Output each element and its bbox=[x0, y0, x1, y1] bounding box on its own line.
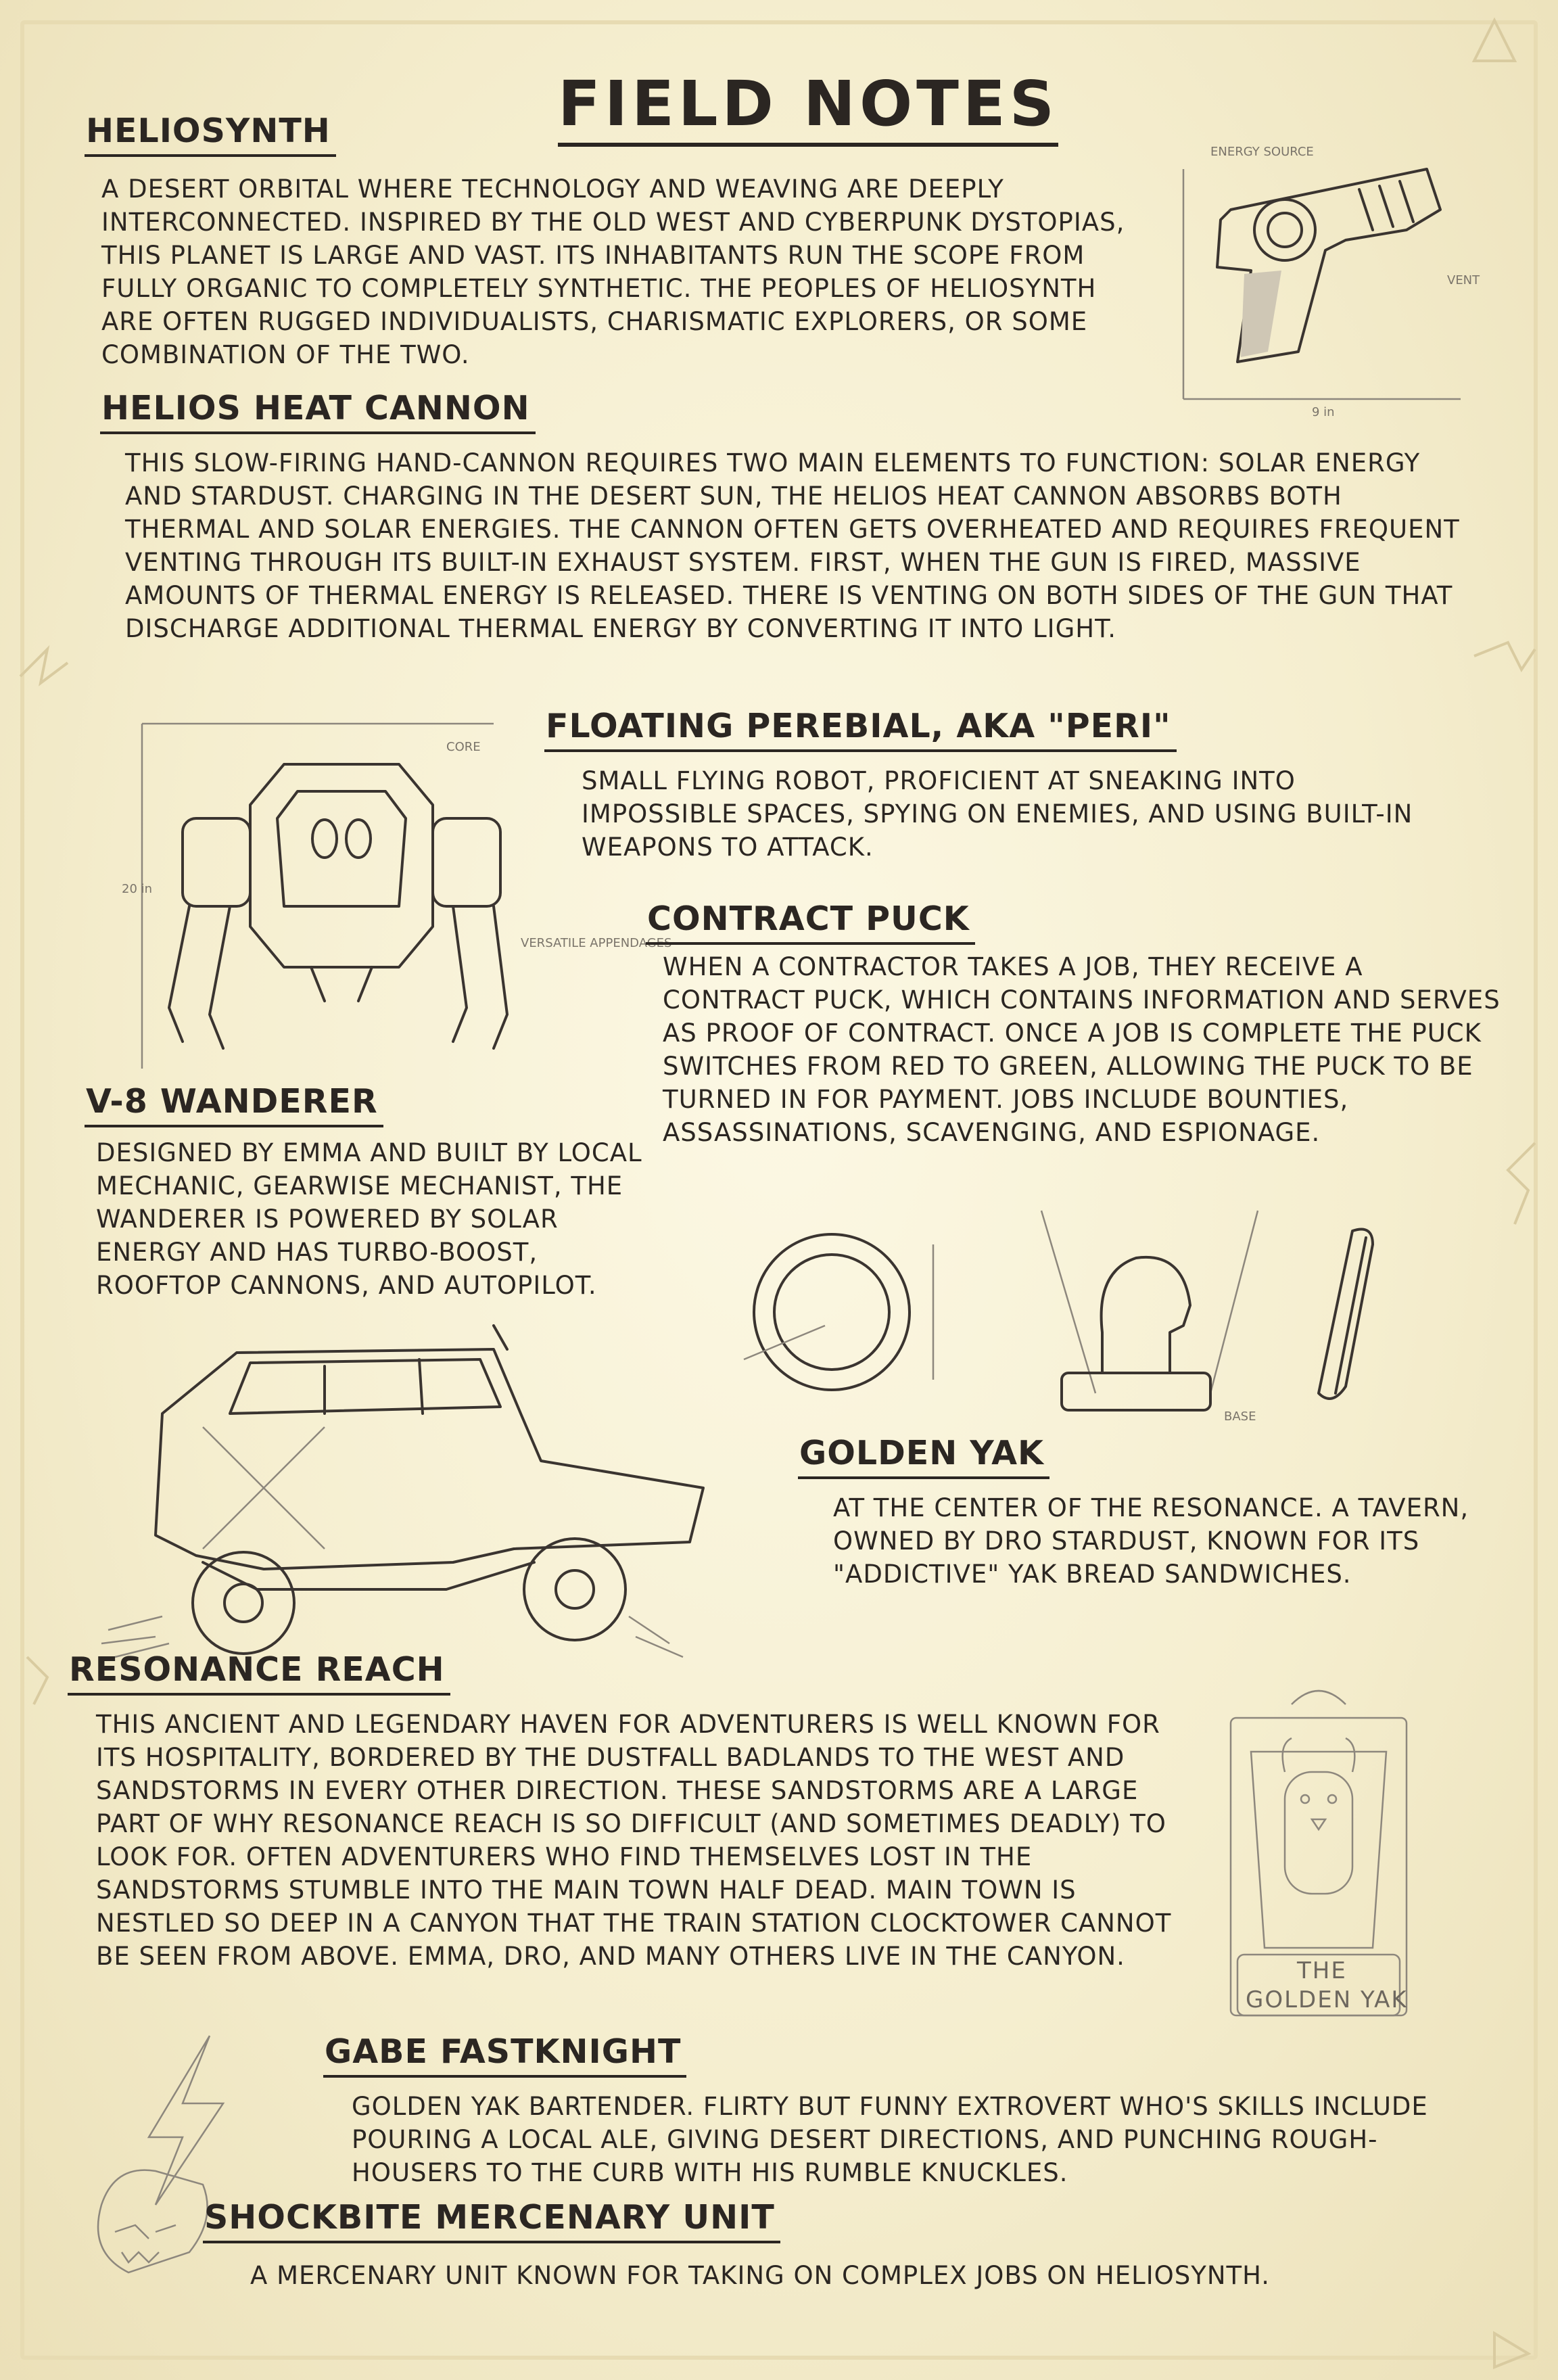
cannon-size-label: 9 in bbox=[1312, 405, 1335, 419]
peri-body: SMALL FLYING ROBOT, PROFICIENT AT SNEAKING INTO IMPOSSIBLE SPACES, SPYING ON ENEMIES, AND USING BUILT-IN WEAPONS TO ATTACK. bbox=[582, 766, 1413, 862]
wanderer-vehicle-sketch bbox=[101, 1319, 724, 1664]
shockbite-body: A MERCENARY UNIT KNOWN FOR TAKING ON COMPLEX JOBS ON HELIOSYNTH. bbox=[250, 2261, 1271, 2290]
appendages-label: VERSATILE APPENDAGES bbox=[521, 936, 672, 950]
golden-yak-sign-sketch bbox=[1217, 1677, 1420, 2036]
peri-size-label: 20 in bbox=[122, 882, 153, 896]
wanderer-heading: V-8 WANDERER bbox=[85, 1082, 383, 1127]
contract-puck-sketches bbox=[724, 1190, 1440, 1447]
yak-heading: GOLDEN YAK bbox=[798, 1434, 1049, 1479]
puck-body: WHEN A CONTRACTOR TAKES A JOB, THEY RECEIVE A CONTRACT PUCK, WHICH CONTAINS INFORMATION AND SERVES AS PROOF OF CONTRACT. ONCE A JOB IS COMPLETE THE PUCK SWITCHES FROM RED TO GREEN, ALLOWING THE PUCK TO BE TURNED IN FOR PAYMENT. JOBS INCLUDE BOUNTIES, ASSASSINATIONS, SCAVENGING, AND ESPIONAGE. bbox=[663, 952, 1501, 1147]
gabe-body: GOLDEN YAK BARTENDER. FLIRTY BUT FUNNY EXTROVERT WHO'S SKILLS INCLUDE POURING A LOCAL ALE, GIVING DESERT DIRECTIONS, AND PUNCHING ROUGH-HOUSERS TO THE CURB WITH HIS RUMBLE KNUCKLES. bbox=[352, 2092, 1428, 2187]
energy-source-label: ENERGY SOURCE bbox=[1210, 145, 1314, 159]
heliosynth-heading: HELIOSYNTH bbox=[85, 112, 336, 157]
vent-label: VENT bbox=[1447, 273, 1480, 287]
cannon-heading: HELIOS HEAT CANNON bbox=[100, 389, 536, 434]
peri-robot-sketch bbox=[122, 703, 672, 1082]
wanderer-body: DESIGNED BY EMMA AND BUILT BY LOCAL MECHANIC, GEARWISE MECHANIST, THE WANDERER IS POWERED BY SOLAR ENERGY AND HAS TURBO-BOOST, ROOFTOP CANNONS, AND AUTOPILOT. bbox=[96, 1138, 642, 1300]
sign-the-label: THE bbox=[1297, 1957, 1347, 1984]
cannon-body: THIS SLOW-FIRING HAND-CANNON REQUIRES TWO MAIN ELEMENTS TO FUNCTION: SOLAR ENERGY AND STARDUST. CHARGING IN THE DESERT SUN, THE HELIOS HEAT CANNON ABSORBS BOTH THERMAL AND SOLAR ENERGIES. THE CANNON OFTEN GETS OVERHEATED AND REQUIRES FREQUENT VENTING THROUGH ITS BUILT-IN EXHAUST SYSTEM. FIRST, WHEN THE GUN IS FIRED, MASSIVE AMOUNTS OF THERMAL ENERGY IS RELEASED. THERE IS VENTING ON BOTH SIDES OF THE GUN THAT DISCHARGE ADDITIONAL THERMAL ENERGY BY CONVERTING IT INTO LIGHT. bbox=[125, 448, 1460, 643]
shockbite-heading: SHOCKBITE MERCENARY UNIT bbox=[203, 2198, 780, 2243]
page-title: FIELD NOTES bbox=[558, 68, 1058, 147]
reach-heading: RESONANCE REACH bbox=[68, 1650, 450, 1696]
heat-cannon-sketch bbox=[1170, 129, 1481, 419]
reach-body: THIS ANCIENT AND LEGENDARY HAVEN FOR ADVENTURERS IS WELL KNOWN FOR ITS HOSPITALITY, BORDERED BY THE DUSTFALL BADLANDS TO THE WEST AND SANDSTORMS IN EVERY OTHER DIRECTION. THESE SANDSTORMS ARE A LARGE PART OF WHY RESONANCE REACH IS SO DIFFICULT (AND SOMETIMES DEADLY) TO LOOK FOR. OFTEN ADVENTURERS WHO FIND THEMSELVES LOST IN THE SANDSTORMS STUMBLE INTO THE MAIN TOWN HALF DEAD. MAIN TOWN IS NESTLED SO DEEP IN A CANYON THAT THE TRAIN STATION CLOCKTOWER CANNOT BE SEEN FROM ABOVE. EMMA, DRO, AND MANY OTHERS LIVE IN THE CANYON. bbox=[96, 1710, 1172, 1971]
heliosynth-body: A DESERT ORBITAL WHERE TECHNOLOGY AND WEAVING ARE DEEPLY INTERCONNECTED. INSPIRED BY THE OLD WEST AND CYBERPUNK DYSTOPIAS, THIS PLANET IS LARGE AND VAST. ITS INHABITANTS RUN THE SCOPE FROM FULLY ORGANIC TO COMPLETELY SYNTHETIC. THE PEOPLES OF HELIOSYNTH ARE OFTEN RUGGED INDIVIDUALISTS, CHARISMATIC EXPLORERS, OR SOME COMBINATION OF THE TWO. bbox=[101, 174, 1125, 369]
base-label: BASE bbox=[1224, 1409, 1256, 1424]
core-label: CORE bbox=[446, 740, 481, 754]
peri-heading: FLOATING PEREBIAL, AKA "PERI" bbox=[544, 707, 1177, 752]
yak-body: AT THE CENTER OF THE RESONANCE. A TAVERN, OWNED BY DRO STARDUST, KNOWN FOR ITS "ADDICTIVE" YAK BREAD SANDWICHES. bbox=[833, 1493, 1469, 1589]
gabe-heading: GABE FASTKNIGHT bbox=[323, 2032, 686, 2078]
sign-golden-yak-label: GOLDEN YAK bbox=[1246, 1986, 1408, 2013]
shockbite-emblem-icon bbox=[74, 2029, 277, 2300]
puck-heading: CONTRACT PUCK bbox=[646, 900, 975, 945]
